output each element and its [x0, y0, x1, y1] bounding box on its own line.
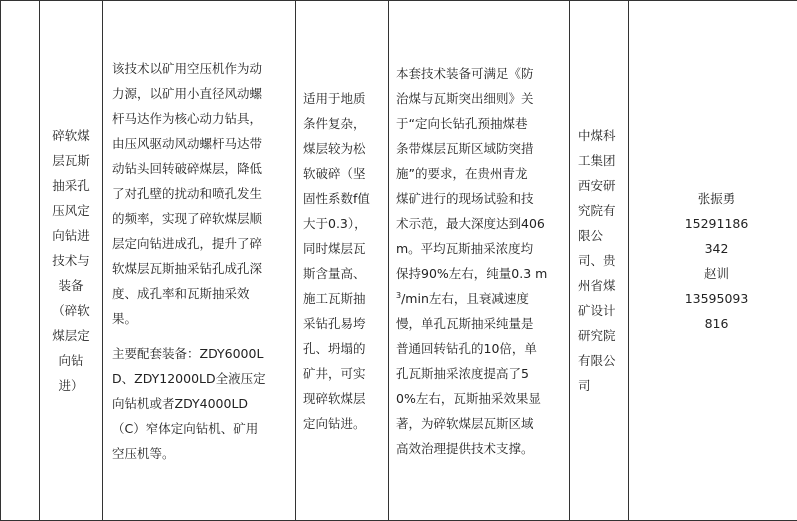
tech-name-line: 向钻 [58, 353, 84, 368]
effect-line: m。平均瓦斯抽采浓度均 [396, 240, 534, 256]
applicable-conditions [296, 86, 388, 436]
organization-line: 究院有 [578, 203, 616, 218]
organization-line: 工集团 [578, 153, 616, 168]
equipment-line: （C）窄体定向钻机、矿用 [112, 420, 259, 436]
description-line: 层定向钻进成孔，提升了碎 [112, 235, 263, 251]
tech-name-line: （碎软 [52, 303, 90, 318]
application-effect [389, 61, 569, 461]
conditions-line: 定向钻进。 [303, 415, 366, 431]
organization-line: 限公 [578, 228, 604, 243]
organization-line: 司 [578, 378, 591, 393]
tech-description [103, 56, 295, 466]
description-equipment [112, 341, 287, 466]
description-cell [103, 1, 296, 521]
description-line: 动钻头回转破碎煤层，降低 [112, 160, 263, 176]
organization-line: 有限公 [578, 353, 616, 368]
organization-line: 中煤科 [578, 128, 616, 143]
description-line: 力源，以矿用小直径风动螺 [112, 85, 263, 101]
tech-name-line: 进） [58, 378, 84, 393]
effect-line: 著，为碎软煤层瓦斯区域 [396, 415, 534, 431]
contact-line: 15291186 [684, 215, 749, 231]
effect-line: 施”的要求，在贵州青龙 [396, 165, 528, 181]
equipment-line: 向钻机或者ZDY4000LD [112, 395, 249, 411]
tech-name-line: 装备 [58, 278, 84, 293]
conditions-line: 适用于地质 [303, 90, 366, 106]
conditions-line: 斯含量高、 [303, 265, 366, 281]
organization-line: 西安研 [578, 178, 616, 193]
table-row [1, 1, 797, 521]
conditions-line: 现碎软煤层 [303, 390, 366, 406]
effect-line: 煤矿进行的现场试验和技 [396, 190, 534, 206]
tech-name-cell [40, 1, 103, 521]
effect-line: 高效治理提供技术支撑。 [396, 440, 534, 456]
effect-cell [389, 1, 570, 521]
contact-line: 342 [704, 240, 729, 256]
equipment-line: 空压机等。 [112, 445, 175, 461]
tech-name-line: 向钻进 [52, 228, 90, 243]
contact-line: 816 [704, 315, 729, 331]
organization-cell [570, 1, 629, 521]
organization [570, 123, 628, 398]
organization-line: 研究院 [578, 328, 616, 343]
conditions-line: 矿井，可实 [303, 365, 366, 381]
description-line: 度、成孔率和瓦斯抽采效 [112, 285, 250, 301]
effect-line: 术示范，最大深度达到406 [396, 215, 545, 231]
conditions-line: 同时煤层瓦 [303, 240, 366, 256]
description-intro [112, 56, 287, 331]
effect-line-tail: /min左右，且衰减速度 [401, 290, 529, 306]
equipment-line: D、ZDY12000LD全液压定 [112, 370, 266, 386]
tech-name-line: 技术与 [52, 253, 90, 268]
effect-line: 慢，单孔瓦斯抽采纯量是 [396, 315, 534, 331]
unit-superscript: 3 [396, 290, 402, 300]
contact-line: 张振勇 [697, 190, 736, 206]
contacts-cell [629, 1, 797, 521]
description-line: 了对孔壁的扰动和喷孔发生 [112, 185, 263, 201]
description-line: 该技术以矿用空压机作为动 [112, 60, 263, 76]
effect-line: 本套技术装备可满足《防 [396, 65, 534, 81]
tech-name-line: 层瓦斯 [52, 153, 90, 168]
description-line: 软煤层瓦斯抽采钻孔成孔深 [112, 260, 263, 276]
tech-name-line: 压风定 [52, 203, 90, 218]
contact-line: 13595093 [684, 290, 749, 306]
conditions-line: 施工瓦斯抽 [303, 290, 366, 306]
tech-name-line: 抽采孔 [52, 178, 90, 193]
tech-name-line: 碎软煤 [52, 128, 90, 143]
effect-line: 条带煤层瓦斯区域防突措 [396, 140, 534, 156]
conditions-cell [296, 1, 389, 521]
effect-line: 普通回转钻孔的10倍，单 [396, 340, 537, 356]
organization-line: 矿设计 [578, 303, 616, 318]
description-line: 由压风驱动风动螺杆马达带 [112, 135, 263, 151]
effect-line: 于“定向长钻孔预抽煤巷 [396, 115, 528, 131]
description-line: 果。 [112, 310, 138, 326]
conditions-line: 固性系数f值 [303, 190, 370, 206]
index-cell [1, 1, 40, 521]
organization-line: 司、贵 [578, 253, 616, 268]
effect-line: 保持90%左右，纯量0.3 m [396, 265, 548, 281]
effect-line-with-superscript [396, 286, 562, 311]
conditions-line: 煤层较为松 [303, 140, 366, 156]
contact-line: 赵训 [703, 265, 729, 281]
conditions-line: 条件复杂， [303, 115, 366, 131]
contacts [629, 186, 797, 336]
conditions-line: 孔、坍塌的 [303, 340, 366, 356]
effect-line: 治煤与瓦斯突出细则》关 [396, 90, 534, 106]
conditions-line: 大于0.3）， [303, 215, 367, 231]
tech-name [40, 123, 102, 398]
equipment-line: 主要配套装备：ZDY6000L [112, 345, 264, 361]
tech-name-line: 煤层定 [52, 328, 90, 343]
effect-line: 0%左右，瓦斯抽采效果显 [396, 390, 541, 406]
conditions-line: 软破碎（坚 [303, 165, 366, 181]
description-line: 杆马达作为核心动力钻具， [112, 110, 263, 126]
effect-line: 孔瓦斯抽采浓度提高了5 [396, 365, 529, 381]
conditions-line: 采钻孔易垮 [303, 315, 366, 331]
organization-line: 州省煤 [578, 278, 616, 293]
description-line: 的频率，实现了碎软煤层顺 [112, 210, 263, 226]
